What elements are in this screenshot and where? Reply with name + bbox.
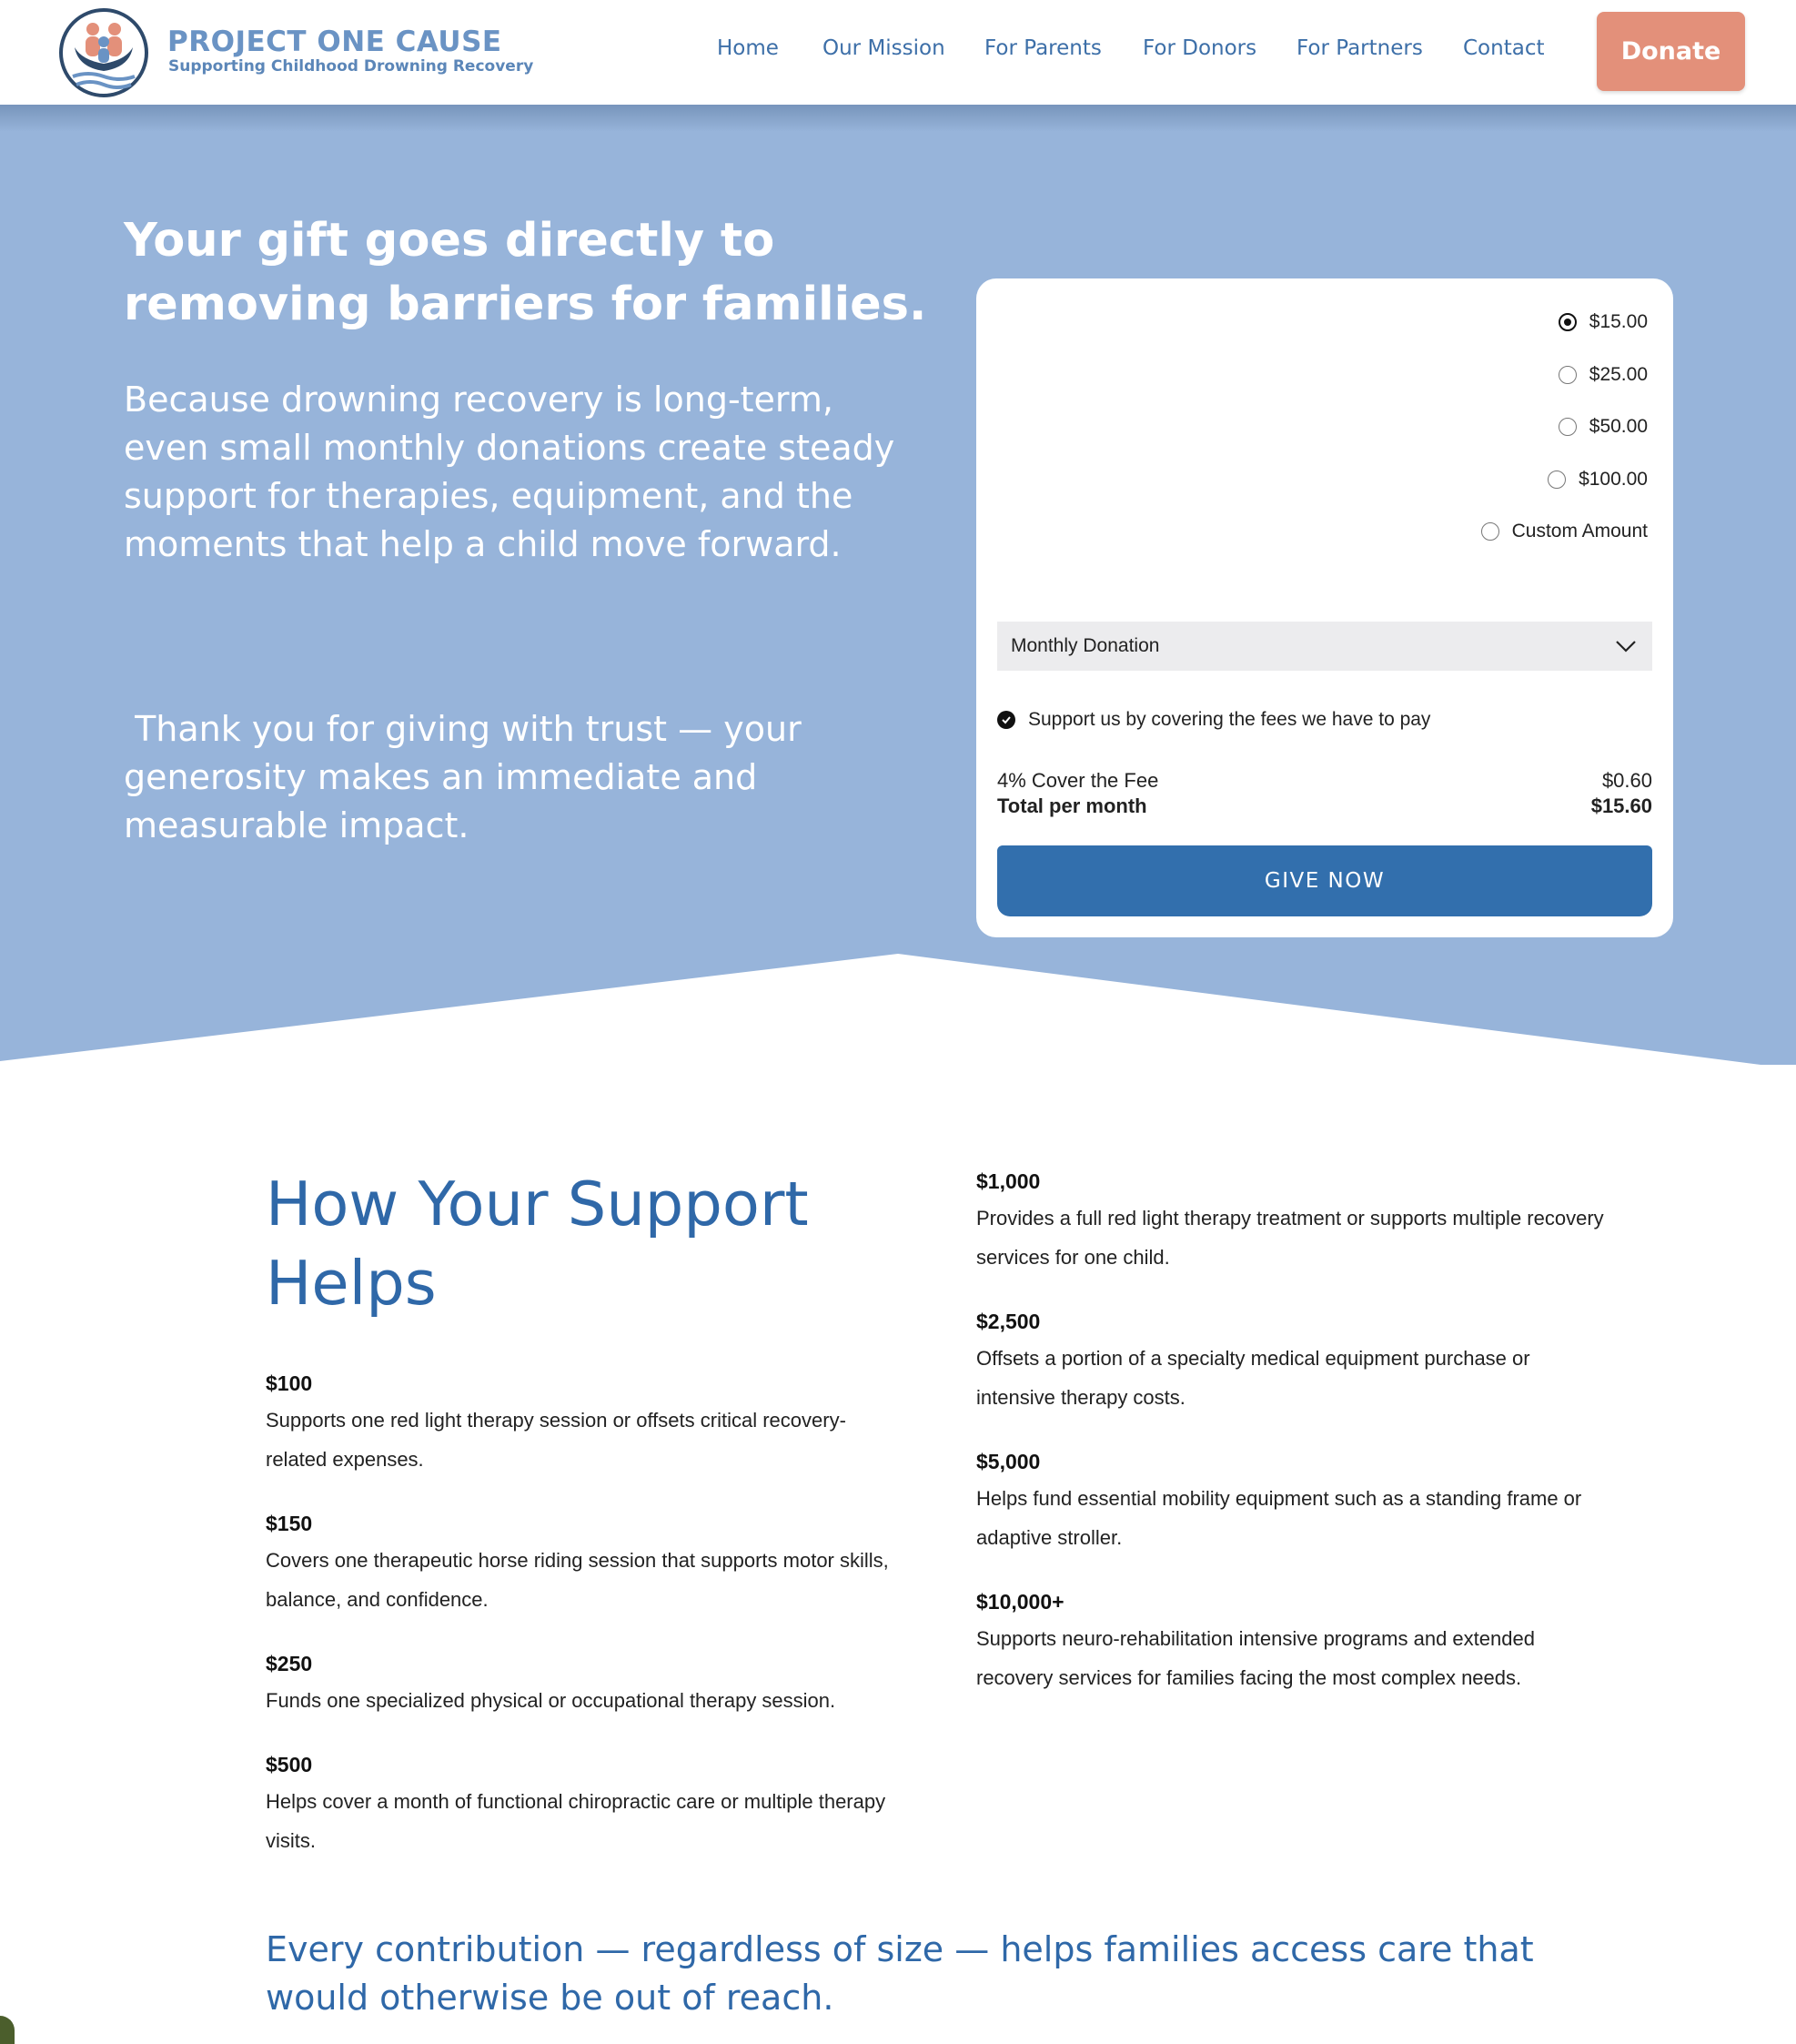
frequency-select[interactable] (997, 622, 1652, 671)
amount-label: $100.00 (1579, 469, 1648, 490)
hero-title: Your gift goes directly to removing barriers for families. (124, 214, 927, 331)
tier-amount: $2,500 (976, 1310, 1041, 1333)
donate-button[interactable]: Donate (1597, 12, 1745, 91)
tier-250 (266, 1650, 903, 1720)
fee-summary-row (997, 769, 1652, 793)
amount-option-50[interactable] (1559, 416, 1648, 438)
radio-icon[interactable] (1548, 471, 1566, 489)
fee-value: $0.60 (1601, 769, 1652, 792)
section-divider (0, 946, 1796, 1069)
amount-option-100[interactable] (1548, 469, 1648, 491)
nav-for-donors[interactable]: For Donors (1143, 36, 1257, 60)
tier-500 (266, 1751, 903, 1860)
brand-name[interactable]: PROJECT ONE CAUSE (167, 25, 502, 58)
tier-amount: $500 (266, 1753, 313, 1776)
tier-description: Helps fund essential mobility equipment such as a standing frame or adaptive stroller. (976, 1487, 1582, 1549)
total-label: Total per month (997, 794, 1147, 817)
nav-contact[interactable]: Contact (1463, 36, 1545, 60)
nav-for-partners[interactable]: For Partners (1297, 36, 1423, 60)
frequency-value: Monthly Donation (1011, 635, 1160, 656)
amount-option-25[interactable] (1559, 364, 1648, 386)
hero-section (0, 105, 1796, 1065)
amount-label: $15.00 (1589, 311, 1648, 332)
radio-icon[interactable] (1559, 366, 1577, 384)
amount-label: Custom Amount (1511, 521, 1648, 541)
radio-icon[interactable] (1481, 522, 1499, 541)
nav-home[interactable]: Home (717, 36, 779, 60)
brand-tagline: Supporting Childhood Drowning Recovery (168, 57, 534, 76)
tier-amount: $250 (266, 1652, 313, 1675)
tier-description: Provides a full red light therapy treatment or supports multiple recovery services for one child. (976, 1207, 1604, 1269)
tier-amount: $10,000+ (976, 1590, 1064, 1614)
tier-amount: $150 (266, 1512, 313, 1535)
total-summary-row (997, 794, 1652, 818)
amount-option-15[interactable] (1559, 311, 1648, 333)
tier-amount: $100 (266, 1371, 313, 1395)
tier-100 (266, 1370, 903, 1479)
cover-fee-checkbox[interactable] (997, 709, 1430, 731)
tier-description: Covers one therapeutic horse riding session that supports motor skills, balance, and confidence. (266, 1549, 889, 1611)
tier-amount: $5,000 (976, 1450, 1041, 1473)
header-shadow (0, 105, 1796, 132)
radio-selected-icon[interactable] (1559, 313, 1577, 331)
closing-statement: Every contribution — regardless of size — helps families access care that would otherwise be out of reach. (266, 1929, 1534, 2018)
tier-description: Funds one specialized physical or occupational therapy session. (266, 1689, 836, 1712)
hands-family-logo[interactable] (58, 7, 149, 98)
chevron-down-icon[interactable] (1614, 634, 1638, 658)
tier-10000 (976, 1588, 1613, 1697)
cover-fee-label: Support us by covering the fees we have to pay (1028, 709, 1431, 730)
tier-5000 (976, 1448, 1613, 1557)
tier-description: Supports neuro-rehabilitation intensive programs and extended recovery services for families facing the most complex needs. (976, 1627, 1535, 1689)
check-circle-icon[interactable] (997, 711, 1015, 729)
give-now-button[interactable]: GIVE NOW (997, 845, 1652, 916)
support-section-title: How Your Support Helps (266, 1169, 809, 1319)
nav-our-mission[interactable]: Our Mission (822, 36, 945, 60)
amount-option-custom[interactable] (1481, 521, 1648, 542)
radio-icon[interactable] (1559, 418, 1577, 436)
decorative-corner (0, 2016, 15, 2044)
tier-description: Helps cover a month of functional chiropractic care or multiple therapy visits. (266, 1790, 886, 1852)
hero-thanks: Thank you for giving with trust — your generosity makes an immediate and measurable impact. (124, 709, 812, 845)
tier-150 (266, 1510, 903, 1619)
tier-2500 (976, 1308, 1613, 1417)
tier-amount: $1,000 (976, 1169, 1041, 1193)
tier-description: Supports one red light therapy session or offsets critical recovery-related expenses. (266, 1409, 846, 1471)
amount-label: $50.00 (1589, 416, 1648, 437)
hero-body: Because drowning recovery is long-term, even small monthly donations create steady support for therapies, equipment, and the moments that help a child move forward. (124, 379, 895, 564)
site-header (0, 0, 1796, 105)
tier-description: Offsets a portion of a specialty medical equipment purchase or intensive therapy costs. (976, 1347, 1530, 1409)
amount-label: $25.00 (1589, 364, 1648, 385)
tier-1000 (976, 1168, 1613, 1277)
total-value: $15.60 (1590, 794, 1652, 817)
nav-for-parents[interactable]: For Parents (984, 36, 1102, 60)
donation-form-card (976, 278, 1673, 937)
fee-label: 4% Cover the Fee (997, 769, 1159, 792)
